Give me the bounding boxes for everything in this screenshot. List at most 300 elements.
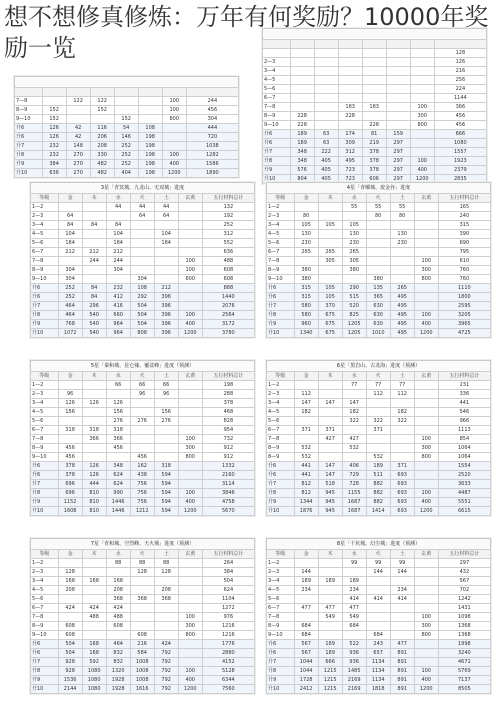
table-row — [31, 489, 255, 498]
value-cell — [82, 444, 106, 453]
level-cell: 升7 — [267, 302, 295, 311]
value-cell: 55 — [390, 203, 414, 212]
value-cell — [178, 568, 202, 577]
value-cell: 366 — [106, 435, 130, 444]
value-cell: 608 — [58, 631, 82, 640]
value-cell: 1216 — [202, 622, 254, 631]
value-cell — [90, 115, 114, 124]
value-cell: 1008 — [130, 676, 154, 685]
table-row — [267, 471, 491, 480]
value-cell: 371 — [366, 426, 390, 435]
table-row — [31, 658, 255, 667]
value-cell: 198 — [138, 169, 162, 178]
level-cell: 6—7 — [31, 604, 59, 613]
value-cell: 228 — [362, 121, 386, 130]
value-cell — [414, 417, 438, 426]
value-cell: 495 — [390, 293, 414, 302]
value-cell: 368 — [106, 595, 130, 604]
value-cell: 305 — [318, 257, 342, 266]
value-cell: 1332 — [202, 462, 254, 471]
value-cell: 1344 — [294, 498, 318, 507]
value-cell: 1728 — [294, 676, 318, 685]
column-header: 等级 — [267, 372, 295, 381]
value-cell: 760 — [438, 275, 490, 284]
value-cell: 792 — [154, 667, 178, 676]
value-cell: 108 — [130, 284, 154, 293]
value-cell: 630 — [366, 302, 390, 311]
value-cell: 84 — [82, 293, 106, 302]
value-cell: 128 — [434, 49, 486, 58]
value-cell — [290, 76, 314, 85]
value-cell: 130 — [294, 230, 318, 239]
value-cell: 304 — [186, 115, 238, 124]
level-cell: 升8 — [267, 667, 295, 676]
value-cell: 2144 — [58, 685, 82, 694]
value-cell — [318, 408, 342, 417]
value-cell: 300 — [178, 622, 202, 631]
value-cell: 318 — [82, 426, 106, 435]
value-cell: 100 — [410, 103, 434, 112]
value-cell — [178, 284, 202, 293]
value-cell: 184 — [154, 239, 178, 248]
value-cell: 147 — [318, 462, 342, 471]
value-cell: 606 — [362, 175, 386, 184]
value-cell: 810 — [82, 498, 106, 507]
value-cell: 105 — [318, 293, 342, 302]
level-cell: 3—4 — [267, 399, 295, 408]
value-cell: 400 — [178, 676, 202, 685]
value-cell: 1134 — [366, 667, 390, 676]
table-caption: 7星「青和城、空烈峰、天火城」进度（预测） — [30, 538, 255, 549]
value-cell — [290, 67, 314, 76]
table-row — [267, 595, 491, 604]
value-cell: 330 — [90, 151, 114, 160]
level-cell: 5—6 — [263, 85, 291, 94]
level-cell: 6—7 — [263, 94, 291, 103]
value-cell — [318, 381, 342, 390]
value-cell: 1446 — [106, 498, 130, 507]
value-cell: 147 — [342, 399, 366, 408]
value-cell: 792 — [154, 658, 178, 667]
value-cell — [178, 604, 202, 613]
value-cell — [178, 462, 202, 471]
value-cell: 1608 — [58, 507, 82, 516]
value-cell: 182 — [294, 408, 318, 417]
value-cell: 404 — [114, 169, 138, 178]
value-cell — [366, 399, 390, 408]
value-cell — [414, 480, 438, 489]
value-cell: 189 — [290, 130, 314, 139]
value-cell: 112 — [366, 390, 390, 399]
value-cell: 804 — [290, 175, 314, 184]
table-row — [31, 311, 255, 320]
level-cell: 7—8 — [267, 435, 295, 444]
reward-table — [30, 193, 255, 338]
value-cell: 370 — [318, 302, 342, 311]
table-caption: 5星「秦和城、昆仑墟、覆盆峰」进度（预测） — [30, 360, 255, 371]
level-cell: 升6 — [15, 124, 43, 133]
level-cell: 7—8 — [263, 103, 291, 112]
value-cell: 108 — [138, 124, 162, 133]
column-header: 木 — [82, 372, 106, 381]
value-cell: 276 — [106, 417, 130, 426]
value-cell: 66 — [106, 381, 130, 390]
level-cell: 8—9 — [267, 444, 295, 453]
value-cell: 3780 — [202, 329, 254, 338]
value-cell: 252 — [114, 151, 138, 160]
value-cell: 825 — [342, 311, 366, 320]
value-cell: 477 — [390, 640, 414, 649]
value-cell: 100 — [178, 266, 202, 275]
value-cell — [318, 230, 342, 239]
value-cell — [314, 94, 338, 103]
value-cell: 660 — [106, 311, 130, 320]
value-cell: 732 — [202, 435, 254, 444]
value-cell — [414, 390, 438, 399]
column-header — [66, 88, 90, 97]
value-cell: 232 — [106, 284, 130, 293]
table-caption: 4星「青曜城、废金谷」进度 — [266, 182, 491, 193]
value-cell — [154, 622, 178, 631]
table-row — [31, 257, 255, 266]
value-cell: 567 — [294, 649, 318, 658]
value-cell — [414, 577, 438, 586]
value-cell — [318, 417, 342, 426]
value-cell: 4152 — [202, 658, 254, 667]
value-cell: 300 — [414, 622, 438, 631]
value-cell — [178, 221, 202, 230]
level-cell: 升6 — [263, 139, 291, 148]
column-header: 玄黄 — [414, 550, 438, 559]
value-cell — [82, 417, 106, 426]
level-cell: 1—2 — [31, 381, 59, 390]
level-cell: 2—3 — [31, 568, 59, 577]
value-cell: 608 — [58, 622, 82, 631]
value-cell: 144 — [390, 568, 414, 577]
value-cell: 396 — [154, 293, 178, 302]
value-cell: 270 — [66, 169, 90, 178]
table-row — [267, 408, 491, 417]
column-header: 等级 — [31, 550, 59, 559]
value-cell: 100 — [414, 489, 438, 498]
level-cell: 升7 — [267, 658, 295, 667]
value-cell: 800 — [410, 121, 434, 130]
column-header: 金 — [58, 550, 82, 559]
value-cell: 810 — [82, 507, 106, 516]
table-row — [267, 507, 491, 516]
page-title: 想不想修真修炼：万年有何奖励？10000年奖励一览 — [4, 3, 489, 62]
level-cell: 4—5 — [31, 586, 59, 595]
value-cell: 812 — [294, 489, 318, 498]
value-cell — [114, 97, 138, 106]
value-cell: 693 — [390, 489, 414, 498]
value-cell: 230 — [294, 239, 318, 248]
column-header — [90, 88, 114, 97]
value-cell: 456 — [130, 453, 154, 462]
value-cell: 144 — [294, 568, 318, 577]
value-cell: 1064 — [438, 453, 490, 462]
value-cell: 88 — [130, 559, 154, 568]
value-cell: 366 — [82, 435, 106, 444]
value-cell: 928 — [58, 658, 82, 667]
value-cell: 396 — [154, 311, 178, 320]
value-cell: 304 — [58, 266, 82, 275]
value-cell: 4725 — [438, 329, 490, 338]
value-cell — [294, 595, 318, 604]
table-row — [31, 595, 255, 604]
value-cell: 126 — [58, 399, 82, 408]
level-cell: 7—8 — [31, 435, 59, 444]
table-header-row — [31, 194, 255, 203]
value-cell: 396 — [154, 329, 178, 338]
value-cell: 1687 — [342, 498, 366, 507]
level-cell: 升7 — [15, 142, 43, 151]
value-cell — [178, 203, 202, 212]
value-cell — [314, 121, 338, 130]
value-cell: 189 — [290, 139, 314, 148]
reward-table — [14, 87, 239, 178]
level-cell: 升10 — [267, 685, 295, 694]
value-cell: 189 — [318, 577, 342, 586]
table-row — [31, 320, 255, 329]
value-cell — [178, 471, 202, 480]
value-cell — [130, 426, 154, 435]
value-cell: 315 — [438, 221, 490, 230]
value-cell — [162, 124, 186, 133]
value-cell: 216 — [434, 67, 486, 76]
value-cell — [390, 444, 414, 453]
value-cell: 100 — [162, 151, 186, 160]
value-cell: 515 — [342, 293, 366, 302]
value-cell: 1282 — [186, 151, 238, 160]
value-cell: 456 — [186, 106, 238, 115]
column-header — [162, 88, 186, 97]
value-cell: 756 — [130, 489, 154, 498]
value-cell — [130, 239, 154, 248]
level-cell: 6—7 — [267, 248, 295, 257]
value-cell — [366, 604, 390, 613]
reward-table — [30, 371, 255, 516]
value-cell: 7560 — [202, 685, 254, 694]
table-row — [263, 67, 487, 76]
level-cell: 升6 — [31, 284, 59, 293]
value-cell: 100 — [410, 157, 434, 166]
value-cell: 504 — [58, 649, 82, 658]
table-row — [267, 559, 491, 568]
table-row — [263, 85, 487, 94]
value-cell — [82, 266, 106, 275]
table-row — [31, 266, 255, 275]
value-cell — [58, 257, 82, 266]
value-cell — [338, 94, 362, 103]
level-cell: 1—2 — [267, 381, 295, 390]
value-cell: 608 — [202, 266, 254, 275]
table-row — [31, 417, 255, 426]
value-cell — [390, 248, 414, 257]
value-cell — [130, 613, 154, 622]
level-cell: 升6 — [15, 133, 43, 142]
level-cell: 5—6 — [31, 595, 59, 604]
table-row — [15, 169, 239, 178]
star-table-panel — [14, 76, 239, 178]
table-row — [31, 453, 255, 462]
table-row — [267, 568, 491, 577]
value-cell: 189 — [294, 577, 318, 586]
value-cell: 54 — [114, 124, 138, 133]
level-cell: 升10 — [263, 175, 291, 184]
table-row — [31, 604, 255, 613]
value-cell: 252 — [114, 160, 138, 169]
value-cell: 1200 — [410, 175, 434, 184]
value-cell: 189 — [366, 462, 390, 471]
table-row — [267, 329, 491, 338]
value-cell: 100 — [414, 667, 438, 676]
level-cell: 8—9 — [15, 106, 43, 115]
value-cell — [386, 112, 410, 121]
value-cell: 297 — [386, 175, 410, 184]
column-header — [138, 88, 162, 97]
value-cell: 912 — [202, 444, 254, 453]
value-cell: 297 — [386, 148, 410, 157]
value-cell: 2412 — [294, 685, 318, 694]
star-table-panel — [266, 360, 491, 516]
value-cell — [318, 275, 342, 284]
level-cell: 5—6 — [31, 239, 59, 248]
value-cell: 594 — [154, 507, 178, 516]
table-row — [31, 329, 255, 338]
value-cell: 684 — [294, 631, 318, 640]
level-cell: 升9 — [31, 498, 59, 507]
value-cell: 504 — [202, 577, 254, 586]
value-cell — [82, 568, 106, 577]
column-header: 五行材料总计 — [438, 194, 490, 203]
value-cell: 296 — [82, 302, 106, 311]
level-cell: 升8 — [31, 311, 59, 320]
value-cell: 88 — [106, 559, 130, 568]
value-cell: 684 — [366, 631, 390, 640]
value-cell: 6615 — [438, 507, 490, 516]
value-cell — [58, 595, 82, 604]
value-cell: 608 — [106, 622, 130, 631]
value-cell: 189 — [318, 640, 342, 649]
value-cell: 168 — [106, 577, 130, 586]
value-cell: 432 — [438, 568, 490, 577]
value-cell: 212 — [82, 248, 106, 257]
value-cell: 532 — [294, 453, 318, 462]
value-cell: 5769 — [438, 667, 490, 676]
value-cell: 300 — [410, 112, 434, 121]
value-cell: 532 — [342, 444, 366, 453]
value-cell — [58, 417, 82, 426]
value-cell: 532 — [294, 444, 318, 453]
value-cell: 270 — [66, 151, 90, 160]
value-cell — [178, 230, 202, 239]
value-cell: 212 — [58, 248, 82, 257]
value-cell: 808 — [130, 329, 154, 338]
value-cell: 132 — [202, 203, 254, 212]
value-cell — [178, 480, 202, 489]
value-cell: 696 — [58, 489, 82, 498]
level-cell: 升6 — [31, 640, 59, 649]
table-row — [267, 462, 491, 471]
value-cell: 756 — [130, 480, 154, 489]
value-cell: 63 — [314, 130, 338, 139]
level-cell: 9—10 — [267, 275, 295, 284]
table-row — [267, 302, 491, 311]
reward-table — [266, 549, 491, 694]
level-cell: 1—2 — [267, 203, 295, 212]
value-cell: 2169 — [342, 676, 366, 685]
reward-table — [266, 193, 491, 338]
column-header — [42, 88, 66, 97]
level-cell: 2—3 — [31, 212, 59, 221]
column-header: 水 — [106, 194, 130, 203]
value-cell — [314, 103, 338, 112]
value-cell: 55 — [342, 203, 366, 212]
value-cell — [314, 67, 338, 76]
level-cell: 9—10 — [263, 121, 291, 130]
column-header: 等级 — [31, 194, 59, 203]
value-cell — [82, 390, 106, 399]
table-row — [31, 667, 255, 676]
value-cell — [390, 577, 414, 586]
value-cell — [154, 577, 178, 586]
value-cell — [130, 604, 154, 613]
value-cell: 511 — [366, 471, 390, 480]
column-header: 土 — [154, 550, 178, 559]
value-cell — [366, 221, 390, 230]
column-header: 玄黄 — [414, 194, 438, 203]
table-row — [267, 586, 491, 595]
value-cell: 800 — [178, 453, 202, 462]
value-cell — [178, 212, 202, 221]
value-cell: 378 — [362, 157, 386, 166]
value-cell: 183 — [362, 103, 386, 112]
value-cell: 234 — [294, 586, 318, 595]
value-cell — [178, 302, 202, 311]
table-row — [267, 257, 491, 266]
value-cell — [314, 76, 338, 85]
value-cell — [386, 76, 410, 85]
value-cell: 504 — [58, 640, 82, 649]
value-cell: 378 — [362, 166, 386, 175]
level-cell: 升9 — [267, 320, 295, 329]
value-cell: 832 — [106, 649, 130, 658]
value-cell — [366, 248, 390, 257]
value-cell — [366, 586, 390, 595]
value-cell: 3114 — [202, 480, 254, 489]
column-header — [114, 88, 138, 97]
value-cell: 198 — [138, 142, 162, 151]
column-header: 火 — [366, 194, 390, 203]
value-cell: 964 — [106, 320, 130, 329]
value-cell — [362, 85, 386, 94]
value-cell — [106, 568, 130, 577]
table-row — [263, 139, 487, 148]
value-cell: 130 — [390, 230, 414, 239]
value-cell: 675 — [318, 329, 342, 338]
value-cell — [342, 631, 366, 640]
value-cell: 522 — [342, 640, 366, 649]
value-cell — [342, 390, 366, 399]
star-table-panel — [30, 538, 255, 694]
value-cell — [338, 121, 362, 130]
value-cell — [66, 106, 90, 115]
value-cell: 828 — [202, 417, 254, 426]
value-cell: 126 — [42, 124, 66, 133]
value-cell: 322 — [366, 417, 390, 426]
value-cell: 1215 — [318, 685, 342, 694]
